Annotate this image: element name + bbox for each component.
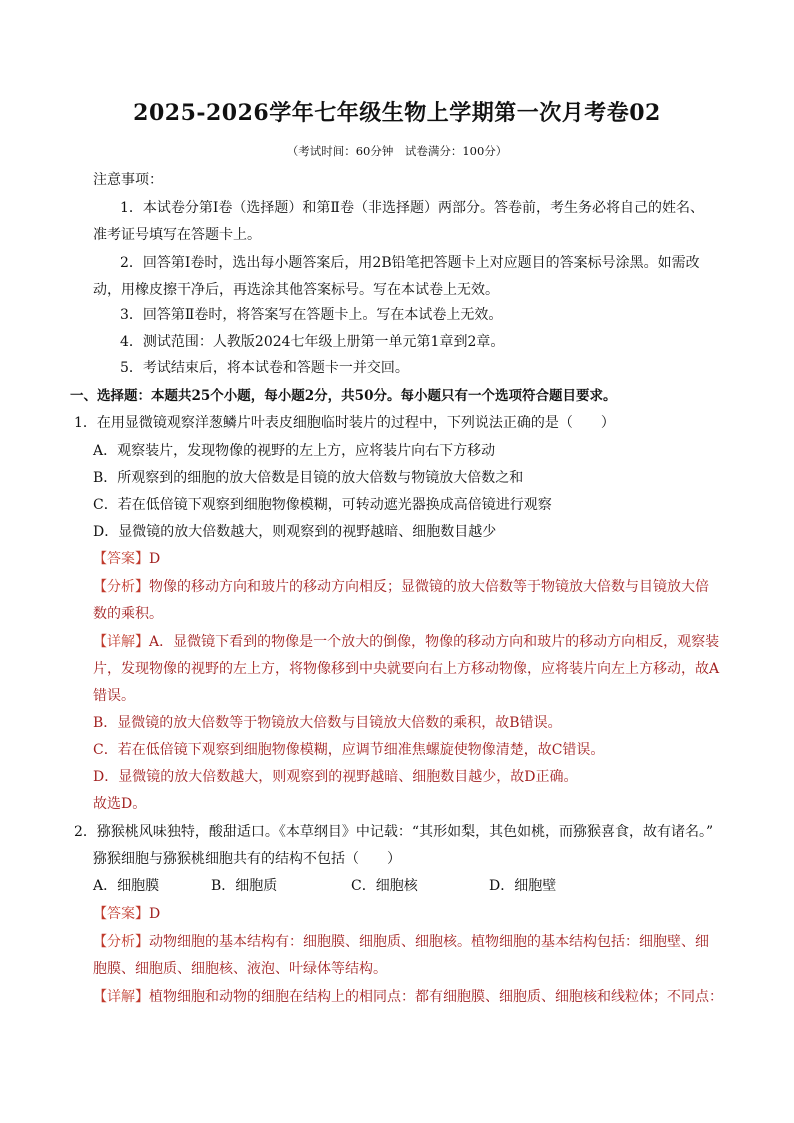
question-1-answer (93, 549, 753, 569)
question-1-detail-cont-2: 错误。 (93, 688, 135, 704)
detail-tag: 【详解】 (93, 634, 149, 650)
analysis-tag: 【分析】 (93, 934, 149, 950)
notice-item-5: 5．考试结束后，将本试卷和答题卡一并交回。 (120, 360, 409, 376)
question-2-option-a: A．细胞膜 (93, 878, 160, 894)
question-1-option-d: D．显微镜的放大倍数越大，则观察到的视野越暗、细胞数目越少 (93, 524, 497, 540)
question-1-detail-cont: 片，发现物像的视野的左上方，将物像移到中央就要向右上方移动物像，应将装片向左上方移动，故A (93, 661, 720, 677)
question-2-option-c: C．细胞核 (351, 878, 418, 894)
question-2-option-d: D．细胞壁 (489, 878, 557, 894)
question-2-analysis-cont: 胞膜、细胞质、细胞核、液泡、叶绿体等结构。 (93, 961, 387, 977)
analysis-text: 物像的移动方向和玻片的移动方向相反；显微镜的放大倍数等于物镜放大倍数与目镜放大倍 (149, 579, 709, 595)
exam-info: （考试时间：60分钟 试卷满分：100分） (286, 144, 508, 158)
detail-tag: 【详解】 (93, 989, 149, 1005)
question-2-options (93, 876, 753, 896)
question-2-stem-cont: 猕猴细胞与猕猴桃细胞共有的结构不包括（ ） (93, 851, 401, 867)
question-2-answer (93, 904, 753, 924)
notice-item-2-cont: 动，用橡皮擦干净后，再选涂其他答案标号。写在本试卷上无效。 (93, 282, 499, 298)
answer-tag: 【答案】 (93, 906, 149, 922)
question-1-detail-b: B．显微镜的放大倍数等于物镜放大倍数与目镜放大倍数的乘积，故B错误。 (93, 715, 562, 731)
notice-item-2: 2．回答第Ⅰ卷时，选出每小题答案后，用2B铅笔把答题卡上对应题目的答案标号涂黑。如需改 (120, 255, 700, 271)
page-title: 2025-2026学年七年级生物上学期第一次月考卷02 (133, 100, 661, 126)
notice-item-4: 4．测试范围：人教版2024七年级上册第一单元第1章到2章。 (120, 334, 505, 350)
analysis-tag: 【分析】 (93, 579, 149, 595)
question-2-stem: 2．猕猴桃风味独特，酸甜适口。《本草纲目》中记载：“其形如梨，其色如桃，而猕猴喜食，故有诸名。” (74, 824, 714, 840)
analysis-text: 动物细胞的基本结构有：细胞膜、细胞质、细胞核。植物细胞的基本结构包括：细胞壁、细 (149, 934, 709, 950)
question-2-detail (93, 987, 753, 1007)
notice-item-3: 3．回答第Ⅱ卷时，将答案写在答题卡上。写在本试卷上无效。 (120, 307, 503, 323)
question-1-conclusion: 故选D。 (93, 796, 147, 812)
question-1-option-a: A．观察装片，发现物像的视野的左上方，应将装片向右下方移动 (93, 443, 496, 459)
detail-text: A．显微镜下看到的物像是一个放大的倒像，物像的移动方向和玻片的移动方向相反，观察装 (149, 634, 720, 650)
question-1-detail-c: C．若在低倍镜下观察到细胞物像模糊，应调节细准焦螺旋使物像清楚，故C错误。 (93, 742, 605, 758)
detail-text: 植物细胞和动物的细胞在结构上的相同点：都有细胞膜、细胞质、细胞核和线粒体；不同点： (149, 989, 723, 1005)
question-1-detail (93, 632, 753, 652)
notice-heading: 注意事项： (93, 172, 163, 188)
notice-item-1: 1．本试卷分第Ⅰ卷（选择题）和第Ⅱ卷（非选择题）两部分。答卷前，考生务必将自己的姓名、 (120, 200, 704, 216)
answer-tag: 【答案】 (93, 551, 149, 567)
question-1-stem: 1．在用显微镜观察洋葱鳞片叶表皮细胞临时装片的过程中，下列说法正确的是（ ） (74, 415, 615, 431)
question-1-analysis (93, 577, 753, 597)
question-1-option-b: B．所观察到的细胞的放大倍数是目镜的放大倍数与物镜放大倍数之和 (93, 470, 524, 486)
notice-item-1-cont: 准考证号填写在答题卡上。 (93, 227, 261, 243)
question-2-option-b: B．细胞质 (211, 878, 278, 894)
question-1-analysis-cont: 数的乘积。 (93, 606, 163, 622)
answer-value: D (149, 906, 161, 922)
question-1-detail-d: D．显微镜的放大倍数越大，则观察到的视野越暗、细胞数目越少，故D正确。 (93, 769, 578, 785)
answer-value: D (149, 551, 161, 567)
section-heading: 一、选择题：本题共25个小题，每小题2分，共50分。每小题只有一个选项符合题目要求。 (70, 388, 617, 404)
question-1-option-c: C．若在低倍镜下观察到细胞物像模糊，可转动遮光器换成高倍镜进行观察 (93, 497, 552, 513)
question-2-analysis (93, 932, 753, 952)
